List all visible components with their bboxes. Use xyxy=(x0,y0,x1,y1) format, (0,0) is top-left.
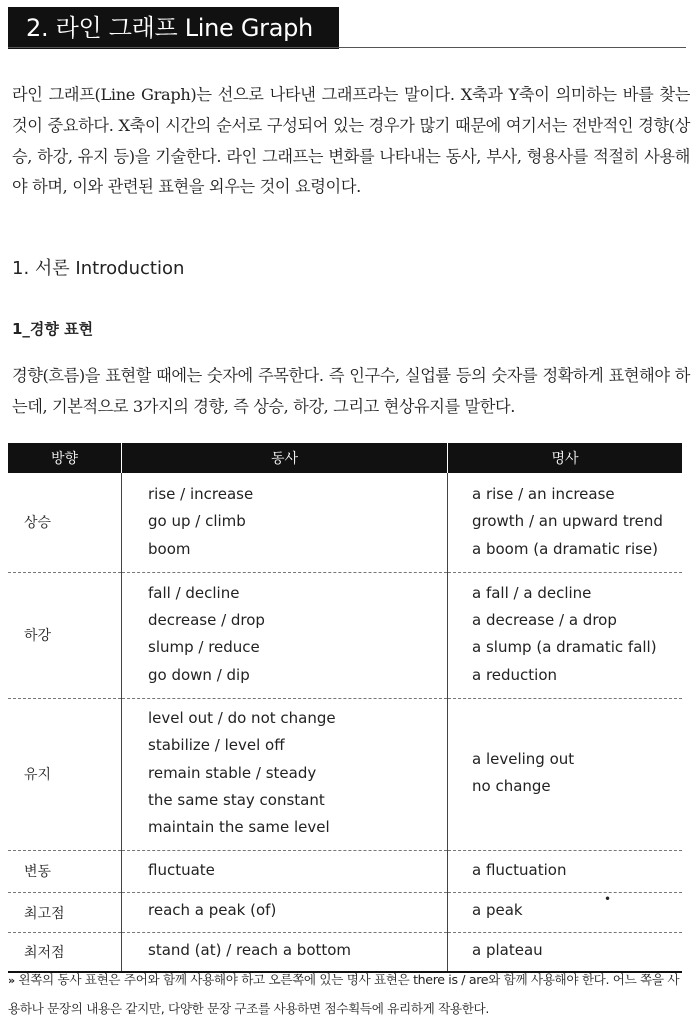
noun-expression: a peak xyxy=(472,900,523,919)
table-body xyxy=(8,473,682,972)
verb-cell xyxy=(122,572,448,698)
section-heading: 1. 서론 Introduction xyxy=(12,258,185,279)
verb-expression: fluctuate xyxy=(148,860,215,879)
noun-expression: no change xyxy=(472,777,551,796)
noun-expression: a fall / a decline xyxy=(472,583,592,602)
verb-expression: reach a peak (of) xyxy=(148,900,277,919)
verb-cell xyxy=(122,892,448,932)
note-marker-icon: » xyxy=(8,974,15,987)
noun-expression: a boom (a dramatic rise) xyxy=(472,539,659,558)
note-text: 왼쪽의 동사 표현은 주어와 함께 사용해야 하고 오른쪽에 있는 명사 표현은 there is / are와 함께 사용해야 한다. 어느 쪽을 사용하나 문장의 내용은 같지만, 다양한 문장 구조를 사용하면 점수획득에 유리하게 작용한다. xyxy=(8,972,680,1016)
verb-expression: stabilize / level off xyxy=(148,736,285,755)
subsection-heading: 1_경향 표현 xyxy=(12,320,94,338)
verb-expression: slump / reduce xyxy=(148,638,260,657)
noun-expression: a rise / an increase xyxy=(472,485,615,503)
verb-expression: remain stable / steady xyxy=(148,763,317,782)
table-row xyxy=(8,572,682,698)
verb-expression: go down / dip xyxy=(148,665,250,684)
verb-expression: decrease / drop xyxy=(148,611,265,630)
table-row xyxy=(8,699,682,850)
direction-cell: 상승 xyxy=(8,473,122,572)
header-direction: 방향 xyxy=(8,443,122,473)
direction-cell: 최고점 xyxy=(8,892,122,932)
direction-cell: 변동 xyxy=(8,850,122,892)
noun-expression: a reduction xyxy=(472,665,558,684)
verb-cell xyxy=(122,473,448,572)
noun-expression: a leveling out xyxy=(472,750,575,769)
noun-expression: growth / an upward trend xyxy=(472,512,663,531)
noun-cell xyxy=(448,473,683,572)
verb-expression: the same stay constant xyxy=(148,790,325,809)
noun-cell xyxy=(448,892,683,932)
title-rule xyxy=(8,47,686,48)
table-row xyxy=(8,473,682,572)
header-verb: 동사 xyxy=(122,443,448,473)
chapter-title: 2. 라인 그래프 Line Graph xyxy=(8,7,339,49)
verb-expression: stand (at) / reach a bottom xyxy=(148,941,352,960)
table-header-row xyxy=(8,443,682,473)
table-row xyxy=(8,850,682,892)
trend-expression-table xyxy=(8,443,682,973)
noun-cell xyxy=(448,699,683,850)
verb-expression: go up / climb xyxy=(148,512,246,531)
verb-cell xyxy=(122,850,448,892)
verb-expression: maintain the same level xyxy=(148,818,330,837)
verb-expression: rise / increase xyxy=(148,485,254,503)
verb-expression: fall / decline xyxy=(148,583,240,602)
direction-cell: 하강 xyxy=(8,572,122,698)
usage-note xyxy=(8,966,688,1023)
verb-cell xyxy=(122,699,448,850)
verb-expression: boom xyxy=(148,539,191,558)
noun-cell xyxy=(448,572,683,698)
noun-expression: a decrease / a drop xyxy=(472,611,617,630)
noun-expression: a fluctuation xyxy=(472,860,567,879)
intro-paragraph: 라인 그래프(Line Graph)는 선으로 나타낸 그래프라는 말이다. X축과 Y축이 의미하는 바를 찾는 것이 중요하다. X축이 시간의 순서로 구성되어 있는 경우가 많기 때문에 여기서는 전반적인 경향(상승, 하강, 유지 등)을 기술한다. 라인 그래프는 변화를 나타내는 동사, 부사, 형용사를 적절히 사용해야 하며, 이와 관련된 표현을 외우는 것이 요령이다. xyxy=(12,85,690,197)
trend-paragraph: 경향(흐름)을 표현할 때에는 숫자에 주목한다. 즉 인구수, 실업률 등의 숫자를 정확하게 표현해야 하는데, 기본적으로 3가지의 경향, 즉 상승, 하강, 그리고 현상유지를 말한다. xyxy=(12,366,690,416)
noun-expression: a slump (a dramatic fall) xyxy=(472,638,657,657)
header-noun: 명사 xyxy=(448,443,683,473)
direction-cell: 최저점 xyxy=(8,933,122,973)
direction-cell: 유지 xyxy=(8,699,122,850)
noun-cell xyxy=(448,850,683,892)
verb-expression: level out / do not change xyxy=(148,709,336,728)
table-row xyxy=(8,892,682,932)
scan-speck: • xyxy=(604,892,612,906)
noun-expression: a plateau xyxy=(472,941,543,960)
